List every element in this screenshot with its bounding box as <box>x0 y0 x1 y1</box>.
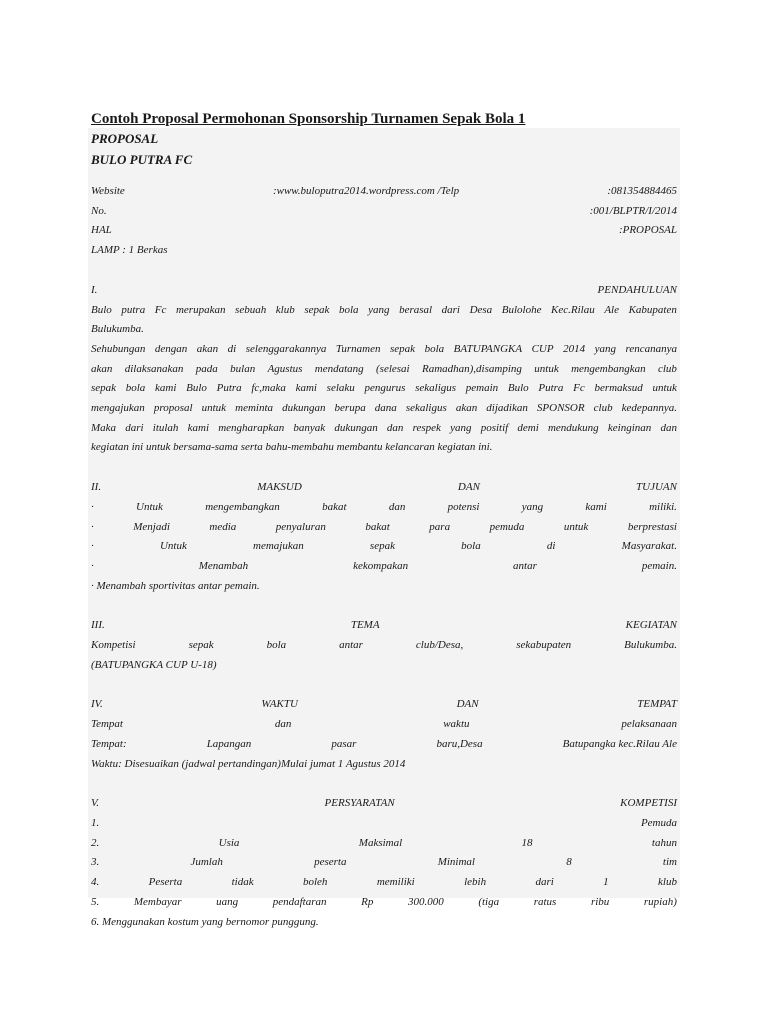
proposal-document <box>88 128 680 928</box>
paragraph-line: akan dilaksanakan pada bulan Agustus mendatang (selesai Ramadhan),disamping untuk mengembangkan club <box>91 362 677 375</box>
club-name: BULO PUTRA FC <box>91 152 193 167</box>
section1-para2-last: kegiatan ini untuk bersama-sama serta bahu-membahu membantu kelancaran kegiatan ini. <box>91 441 493 454</box>
text-line: Tempat dan waktu pelaksanaan <box>91 718 677 731</box>
proposal-heading: PROPOSAL <box>91 131 159 146</box>
section3-line <box>91 636 677 656</box>
section4-line <box>91 735 677 755</box>
section4-line <box>91 715 677 735</box>
meta-hal-row: HAL :PROPOSAL <box>91 224 677 237</box>
section1-paragraph2 <box>91 340 677 439</box>
paragraph-line: Maka dari itulah kami mengharapkan banyak dukungan dan respek yang positif demi mendukung keinginan dan <box>91 421 677 434</box>
section-heading: I. PENDAHULUAN <box>91 283 677 296</box>
section-heading: III. TEMA KEGIATAN <box>91 619 677 632</box>
section4-last: Waktu: Disesuaikan (jadwal pertandingan)Mulai jumat 1 Agustus 2014 <box>91 757 406 770</box>
list-item: 6. Menggunakan kostum yang bernomor punggung. <box>91 915 319 928</box>
list-item: 3. Jumlah peserta Minimal 8 tim <box>91 856 677 869</box>
meta-lamp: LAMP : 1 Berkas <box>91 244 168 257</box>
meta-website-row: Website :www.buloputra2014.wordpress.com /Telp :081354884465 <box>91 185 677 197</box>
paragraph-line: sepak bola kami Bulo Putra fc,maka kami selaku pengurus sekaligus pemain Bulo Putra Fc bermaksud untuk <box>91 382 677 395</box>
list-item: · Untuk mengembangkan bakat dan potensi yang kami miliki. <box>91 500 677 513</box>
paragraph-line: mengajukan proposal untuk meminta dukungan berupa dana sekaligus akan dijadikan SPONSOR club kedepannya. <box>91 402 677 415</box>
list-item: · Menambah kekompakan antar pemain. <box>91 559 677 572</box>
list-item: 5. Membayar uang pendaftaran Rp 300.000 (tiga ratus ribu rupiah) <box>91 895 677 908</box>
paragraph-line: Sehubungan dengan akan di selenggarakannya Turnamen sepak bola BATUPANGKA CUP 2014 yang rencananya <box>91 342 677 355</box>
paragraph-line: Bulo putra Fc merupakan sebuah klub sepak bola yang berasal dari Desa Bulolohe Kec.Rilau Ale Kabupaten <box>91 303 677 316</box>
section5-list <box>91 814 677 913</box>
text-line: Kompetisi sepak bola antar club/Desa, sekabupaten Bulukumba. <box>91 639 677 652</box>
section-heading: IV. WAKTU DAN TEMPAT <box>91 698 677 711</box>
section1-para1-last: Bulukumba. <box>91 323 144 336</box>
meta-no-row: No. :001/BLPTR/I/2014 <box>91 204 677 217</box>
list-item: · Untuk memajukan sepak bola di Masyarakat. <box>91 540 677 553</box>
list-item: 1. Pemuda <box>91 816 677 829</box>
list-item: 2. Usia Maksimal 18 tahun <box>91 836 677 849</box>
list-item: 4. Peserta tidak boleh memiliki lebih dari 1 klub <box>91 876 677 889</box>
text-line: Tempat: Lapangan pasar baru,Desa Batupangka kec.Rilau Ale <box>91 737 677 750</box>
section3-last: (BATUPANGKA CUP U-18) <box>91 658 217 671</box>
list-item: · Menambah sportivitas antar pemain. <box>91 579 260 592</box>
section2-list <box>91 498 677 577</box>
section-heading: II. MAKSUD DAN TUJUAN <box>91 481 677 494</box>
section-heading: V. PERSYARATAN KOMPETISI <box>91 797 677 810</box>
section1-paragraph1 <box>91 301 677 321</box>
page-title: Contoh Proposal Permohonan Sponsorship Turnamen Sepak Bola 1 <box>91 111 526 127</box>
list-item: · Menjadi media penyaluran bakat para pemuda untuk berprestasi <box>91 520 677 533</box>
